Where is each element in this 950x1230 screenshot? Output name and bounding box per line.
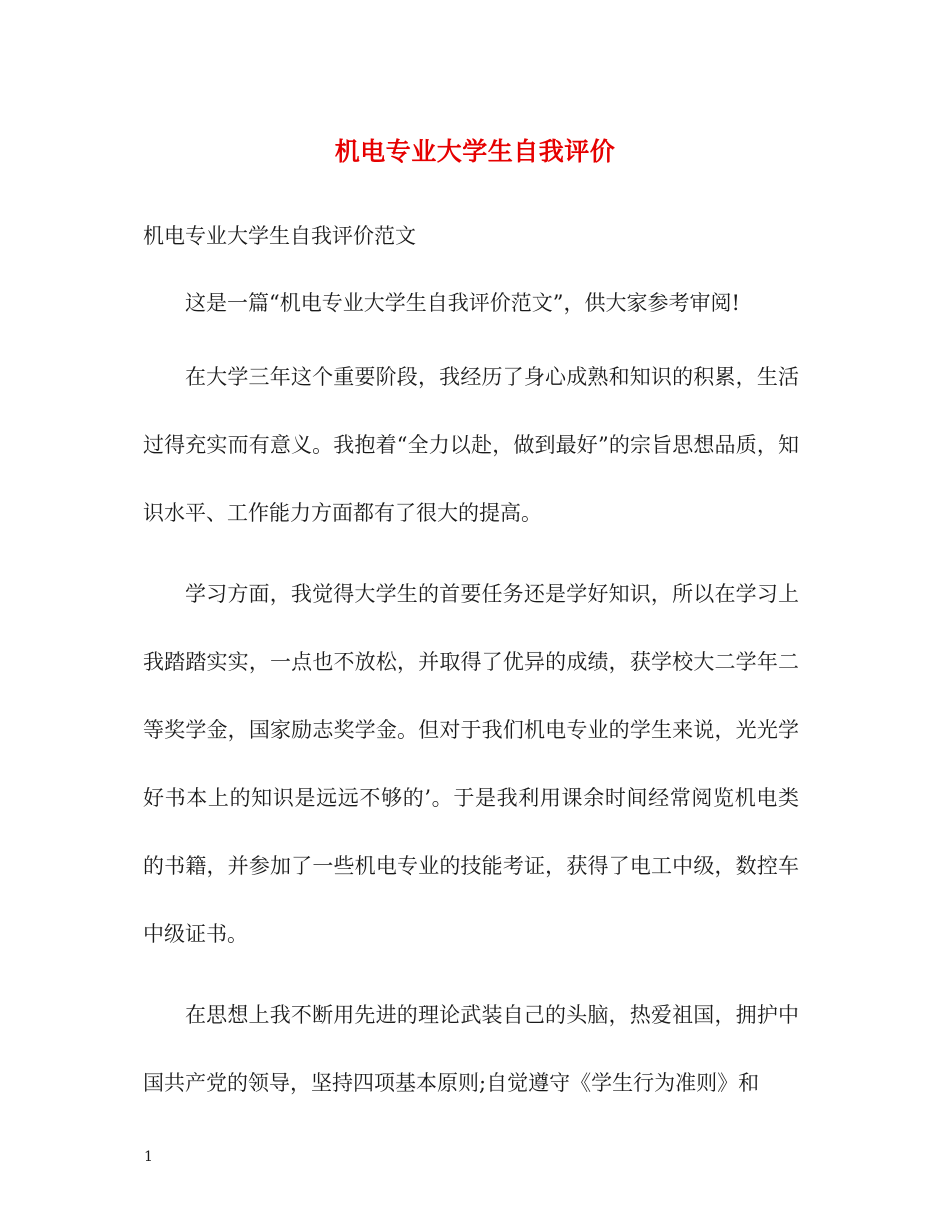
paragraph-intro: 这是一篇“机电专业大学生自我评价范文”，供大家参考审阅! bbox=[185, 291, 740, 315]
page-number: 1 bbox=[144, 1149, 153, 1165]
paragraph-thought: 在思想上我不断用先进的理论武装自己的头脑，热爱祖国，拥护中国共产党的领导，坚持四项基本原则;自觉遵守《学生行为准则》和 bbox=[143, 1003, 799, 1095]
document-title: 机电专业大学生自我评价 bbox=[334, 137, 616, 166]
document-subtitle: 机电专业大学生自我评价范文 bbox=[143, 224, 416, 248]
document-body bbox=[143, 283, 799, 1130]
paragraph-overview: 在大学三年这个重要阶段，我经历了身心成熟和知识的积累，生活过得充实而有意义。我抱着“全力以赴，做到最好”的宗旨思想品质，知识水平、工作能力方面都有了很大的提高。 bbox=[143, 365, 799, 525]
paragraph-study: 学习方面，我觉得大学生的首要任务还是学好知识，所以在学习上我踏踏实实，一点也不放松，并取得了优异的成绩，获学校大二学年二等奖学金，国家励志奖学金。但对于我们机电专业的学生来说，光光学好书本上的知识是远远不够的’。于是我利用课余时间经常阅览机电类的书籍，并参加了一些机电专业的技能考证，获得了电工中级，数控车中级证书。 bbox=[143, 582, 799, 946]
